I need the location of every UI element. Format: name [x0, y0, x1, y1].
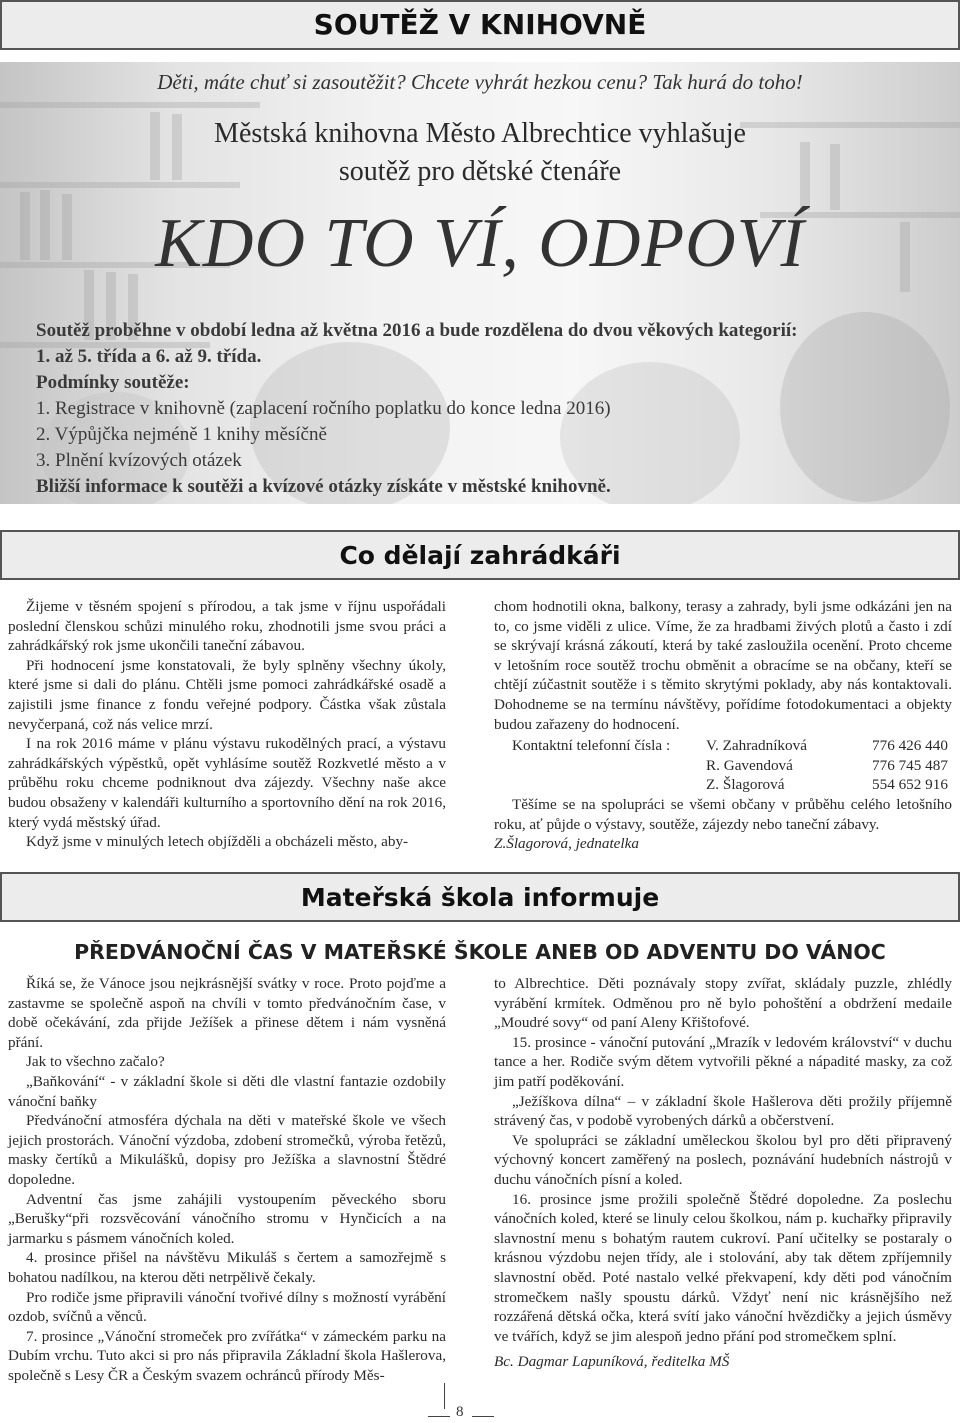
- page-number-line-right: [472, 1416, 494, 1417]
- contact-row: [494, 775, 952, 795]
- competition-title: KDO TO VÍ, ODPOVÍ: [155, 205, 805, 282]
- contact-label: Kontaktní telefonní čísla :: [512, 737, 671, 755]
- zahradkari-right-column: [494, 597, 952, 854]
- competition-info: Bližší informace k soutěži a kvízové otázky získáte v městské knihovně.: [36, 476, 611, 497]
- paragraph: Předvánoční atmosféra dýchala na děti v mateřské škole ve všech jejich prostorách. Vánoční výzdoba, zdobení stromečků, výroba řetězů, masky čertíků a Mikulášků, dopisy pro Ježíška a slavnostní Štědré dopoledne.: [8, 1112, 446, 1188]
- paragraph: to Albrechtice. Děti poznávaly stopy zvířat, skládaly puzzle, zhlédly vyrábění krmítek. Odměnou pro ně bylo pohoštění a obdržení medaile „Moudré sovy“ od paní Aleny Křištofové.: [494, 975, 952, 1032]
- materska-signature: Bc. Dagmar Lapuníková, ředitelka MŠ: [494, 1353, 730, 1371]
- library-photo: [0, 62, 960, 504]
- paragraph: Těšíme se na spolupráci se všemi občany v průběhu celého letošního roku, ať půjde o výstavy, soutěže, zájezdy nebo taneční zábavy.: [494, 795, 952, 833]
- condition-2: 2. Výpůjčka nejméně 1 knihy měsíčně: [36, 424, 327, 445]
- conditions-label: Podmínky soutěže:: [36, 372, 190, 393]
- contact-phone: 776 426 440: [872, 737, 948, 755]
- materska-heading: Mateřská škola informuje: [300, 883, 660, 912]
- contact-name: R. Gavendová: [706, 756, 793, 774]
- paragraph: I na rok 2016 máme v plánu výstavu rukodělných prací, a výstavu zahrádkářských výpěstků, opět vyhlásíme soutěž Rozkvetlé město a v průběhu roku chceme podniknout dva zájezdy. Všechny naše akce budou obsaženy v kalendáři kulturního a sportovního dění na rok 2016, který vydá městský úřad.: [8, 735, 446, 831]
- zahradkari-left-column: [8, 597, 446, 852]
- invite-text: Děti, máte chuť si zasoutěžit? Chcete vyhrát hezkou cenu? Tak hurá do toho!: [157, 70, 803, 94]
- competition-period: Soutěž proběhne v období ledna až května 2016 a bude rozdělena do dvou věkových kategorií:: [36, 320, 798, 341]
- paragraph: chom hodnotili okna, balkony, terasy a zahrady, byli jsme odkázáni jen na to, co jsme viděli z ulice. Víme, že za hradbami živých plotů a často i zdí se skrývají krásná zákoutí, která by také zasloužila ocenění. Proto chceme v letošním roce soutěž trochu obměnit a obracíme se na občany, kteří se chtějí zúčastnit soutěže i s těmito skrytými poklady, aby nás kontaktovali. Dohodneme se na termínu návštěvy, pořídíme fotodokumentaci a objekty budou zařazeny do hodnocení.: [494, 598, 952, 733]
- condition-3: 3. Plnění kvízových otázek: [36, 450, 242, 471]
- paragraph: 15. prosince - vánoční putování „Mrazík v ledovém království“ v duchu tance a her. Rodiče svým dětem vytvořili pěkné a nápadité masky, za což jim patří poděkování.: [494, 1033, 952, 1090]
- column-rule: [444, 1383, 445, 1409]
- contact-name: Z. Šlagorová: [706, 776, 785, 794]
- paragraph: Pro rodiče jsme připravili vánoční tvořivé dílny s možností vyrábění ozdob, svíčnů a věnců.: [8, 1288, 446, 1326]
- paragraph: Říká se, že Vánoce jsou nejkrásnější svátky v roce. Proto pojďme a zastavme se společně aspoň na chvíli v tomto předvánočním čase, v době očekávání, zda přijde Ježíšek a přinese dětem i nám vysněná přání.: [8, 975, 446, 1051]
- materska-left-column: [8, 974, 446, 1385]
- soutez-heading: SOUTĚŽ V KNIHOVNĚ: [313, 8, 647, 41]
- paragraph: „Ježíškova dílna“ – v základní škole Hašlerova děti prožily příjemně strávený čas, v podobě vyrobených dárků a občerstvení.: [494, 1092, 952, 1130]
- soutez-heading-box: [0, 0, 960, 50]
- condition-1: 1. Registrace v knihovně (zaplacení ročního poplatku do konce ledna 2016): [36, 398, 611, 419]
- paragraph: Jak to všechno začalo?: [26, 1053, 165, 1071]
- zahradkari-heading: Co dělají zahrádkáři: [339, 541, 621, 570]
- contact-phone: 554 652 916: [872, 776, 948, 794]
- announce-line-1: Městská knihovna Město Albrechtice vyhlašuje: [214, 118, 746, 149]
- announce-line-2: soutěž pro dětské čtenáře: [338, 156, 622, 187]
- paragraph: Ve spolupráci se základní uměleckou školou byl pro děti připravený výchovný koncert zaměřený na poslech, poznávání hudebních nástrojů v duchu vánočních písní a koled.: [494, 1131, 952, 1188]
- contact-phone: 776 745 487: [872, 756, 948, 774]
- paragraph: „Baňkování“ - v základní škole si děti dle vlastní fantazie ozdobily vánoční baňky: [8, 1072, 446, 1110]
- paragraph: 16. prosince jsme prožili společně Štědré dopoledne. Za poslechu vánočních koled, které se linuly celou školkou, nám p. kuchařky připravily slavnostní menu s bohatým rautem cukroví. Paní učitelky se postaraly o krásnou výzdobu nejen třídy, ale i stolování, aby tak dětem zpříjemnily slavnostní oběd. Poté nastalo velké překvapení, kdy děti pod vánočním stromečkem našly spoustu dárků. Vždyť není nic krásnějšího než rozzářená dětská očka, která svítí jako vánoční hvězdičky a jejich úsměvy ve tvářích, když se jim alespoň jedno přání pod stromečkem splní.: [494, 1190, 952, 1345]
- paragraph: Když jsme v minulých letech objížděli a obcházeli město, aby-: [26, 833, 409, 851]
- paragraph: Žijeme v těsném spojení s přírodou, a tak jsme v říjnu uspořádali poslední členskou schůzi minulého roku, zhodnotili jsme svou práci a zahrádkářský rok jsme ukončili taneční zábavou.: [8, 598, 446, 655]
- paragraph: Při hodnocení jsme konstatovali, že byly splněny všechny úkoly, které jsme si dali do plánu. Chtěli jsme pomoci zahrádkářské osadě a zajistili jsme finance z fondu veřejné podpory. Částka však zůstala nevyčerpaná, což nás velice mrzí.: [8, 656, 446, 733]
- competition-categories: 1. až 5. třída a 6. až 9. třída.: [36, 346, 262, 367]
- materska-right-column: [494, 974, 952, 1372]
- contact-row: [494, 756, 952, 776]
- contact-name: V. Zahradníková: [706, 737, 807, 755]
- contact-row: [494, 736, 952, 756]
- paragraph: Adventní čas jsme zahájili vystoupením pěveckého sboru „Berušky“při rozsvěcování vánočního stromu v Hynčicích a na jarmarku s pásmem vánočních koled.: [8, 1190, 446, 1247]
- zahradkari-signature: Z.Šlagorová, jednatelka: [494, 835, 639, 853]
- paragraph: 4. prosince přišel na návštěvu Mikuláš s čertem a samozřejmě s bohatou nadílkou, na kterou děti netrpělivě čekaly.: [8, 1249, 446, 1286]
- paragraph: 7. prosince „Vánoční stromeček pro zvířátka“ v zámeckém parku na Dubím vrchu. Tuto akci si pro nás připravila Základní škola Hašlerova, společně s Lesy ČR a Českým svazem ochránců přírody Měs-: [8, 1327, 446, 1384]
- materska-heading-box: [0, 872, 960, 922]
- page-number: 8: [456, 1404, 464, 1420]
- materska-subtitle: PŘEDVÁNOČNÍ ČAS V MATEŘSKÉ ŠKOLE ANEB OD ADVENTU DO VÁNOC: [74, 940, 886, 964]
- zahradkari-heading-box: [0, 530, 960, 580]
- page-number-line-left: [428, 1416, 450, 1417]
